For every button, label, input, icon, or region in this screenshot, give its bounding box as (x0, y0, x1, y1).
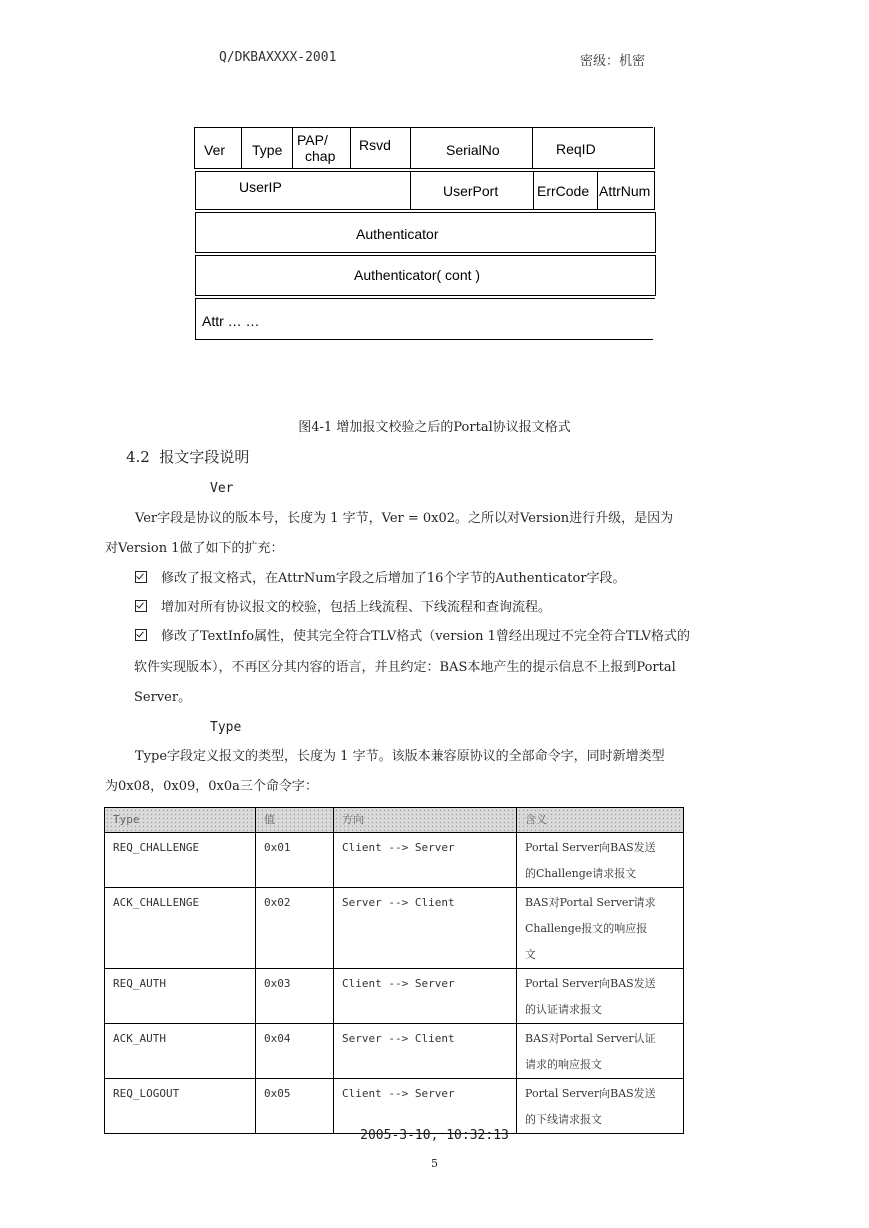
header-value: 值 (256, 808, 334, 833)
section-heading (126, 446, 249, 467)
field-attrnum: AttrNum (599, 183, 651, 199)
field-errcode: ErrCode (537, 183, 590, 199)
cell-meaning: Portal Server向BAS发送 的认证请求报文 (517, 969, 684, 1024)
header-direction: 方向 (334, 808, 517, 833)
cell-value: 0x02 (256, 888, 334, 969)
ver-item-1-text: 修改了报文格式，在AttrNum字段之后增加了16个字节的Authenticator字段。 (161, 571, 626, 586)
field-rsvd: Rsvd (359, 137, 391, 153)
checkbox-icon (135, 571, 147, 583)
cell-direction: Client --> Server (334, 969, 517, 1024)
field-type: Type (252, 142, 283, 158)
table-header-row (105, 808, 684, 833)
cell-value: 0x03 (256, 969, 334, 1024)
ver-paragraph-line1: Ver字段是协议的版本号，长度为 1 字节，Ver = 0x02。之所以对Version进行升级，是因为 (135, 511, 674, 526)
field-ver: Ver (204, 142, 226, 158)
cell-type: ACK_CHALLENGE (105, 888, 256, 969)
footer-timestamp: 2005-3-10, 10:32:13 (360, 1128, 509, 1143)
type-heading: Type (210, 720, 242, 735)
type-paragraph-line1: Type字段定义报文的类型，长度为 1 字节。该版本兼容原协议的全部命令字，同时新增类型 (135, 749, 665, 764)
type-table (104, 807, 684, 1134)
security-level: 密级：机密 (580, 54, 646, 69)
cell-direction: Server --> Client (334, 1024, 517, 1079)
header-type: Type (105, 808, 256, 833)
table-row (105, 888, 684, 969)
cell-direction: Client --> Server (334, 833, 517, 888)
cell-meaning: Portal Server向BAS发送 的Challenge请求报文 (517, 833, 684, 888)
table-row (105, 833, 684, 888)
field-authenticator-cont: Authenticator( cont ) (354, 267, 481, 283)
table-row (105, 1024, 684, 1079)
field-reqid: ReqID (556, 141, 596, 157)
cell-value: 0x01 (256, 833, 334, 888)
ver-item-3-line3: Server。 (134, 690, 192, 705)
section-number: 4.2 (126, 448, 150, 466)
checkbox-icon (135, 629, 147, 641)
field-pap: PAP/ (297, 132, 328, 148)
page-number: 5 (431, 1157, 438, 1170)
type-paragraph-line2: 为0x08，0x09，0x0a三个命令字： (105, 779, 318, 794)
cell-type: REQ_AUTH (105, 969, 256, 1024)
checkbox-icon (135, 600, 147, 612)
cell-meaning: BAS对Portal Server请求 Challenge报文的响应报 文 (517, 888, 684, 969)
field-chap: chap (305, 148, 336, 164)
cell-value: 0x04 (256, 1024, 334, 1079)
ver-item-3-line2: 软件实现版本），不再区分其内容的语言，并且约定：BAS本地产生的提示信息不上报到Portal (134, 660, 676, 675)
ver-item-3 (135, 622, 690, 652)
cell-type: ACK_AUTH (105, 1024, 256, 1079)
cell-value: 0x05 (256, 1079, 334, 1134)
field-attr: Attr … … (202, 313, 260, 329)
section-title: 报文字段说明 (159, 448, 250, 466)
packet-format-diagram (0, 0, 869, 400)
field-authenticator: Authenticator (356, 226, 439, 242)
doc-id: Q/DKBAXXXX-2001 (219, 50, 337, 65)
field-userip: UserIP (239, 179, 282, 195)
ver-paragraph-line2: 对Version 1做了如下的扩充： (105, 541, 284, 556)
ver-heading: Ver (210, 481, 234, 496)
field-serialno: SerialNo (446, 142, 500, 158)
cell-direction: Client --> Server (334, 1079, 517, 1134)
cell-meaning: Portal Server向BAS发送 的下线请求报文 (517, 1079, 684, 1134)
ver-item-2-text: 增加对所有协议报文的校验，包括上线流程、下线流程和查询流程。 (161, 600, 552, 615)
figure-caption: 图4-1 增加报文校验之后的Portal协议报文格式 (298, 420, 571, 435)
ver-item-2 (135, 593, 551, 623)
ver-item-1 (135, 564, 626, 594)
field-userport: UserPort (443, 183, 499, 199)
ver-item-3-text: 修改了TextInfo属性，使其完全符合TLV格式（version 1曾经出现过不完全符合TLV格式的 (161, 629, 691, 644)
table-row (105, 1079, 684, 1134)
cell-direction: Server --> Client (334, 888, 517, 969)
table-row (105, 969, 684, 1024)
cell-meaning: BAS对Portal Server认证 请求的响应报文 (517, 1024, 684, 1079)
cell-type: REQ_LOGOUT (105, 1079, 256, 1134)
cell-type: REQ_CHALLENGE (105, 833, 256, 888)
header-meaning: 含义 (517, 808, 684, 833)
